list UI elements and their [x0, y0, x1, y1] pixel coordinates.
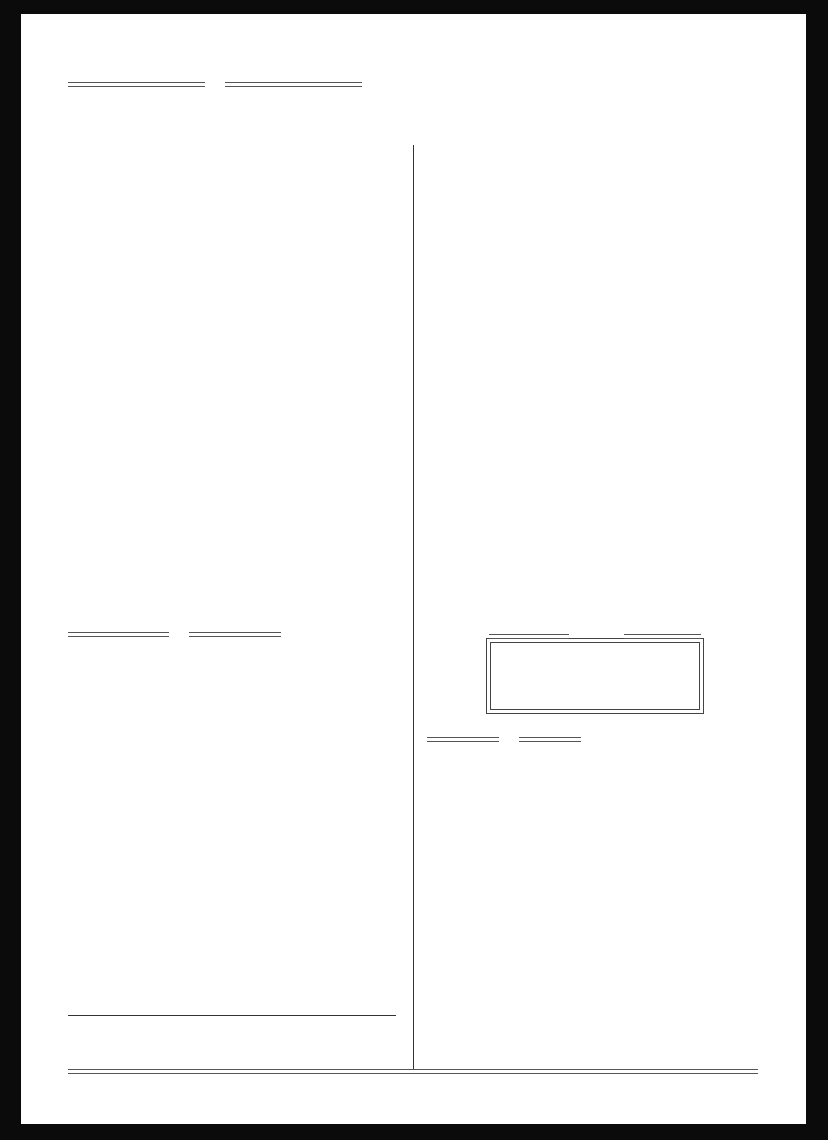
footer-rule	[68, 1069, 758, 1074]
heading-rule	[519, 737, 581, 742]
add-label-rule-right	[624, 634, 701, 639]
snacks-heading	[427, 737, 761, 742]
crepes-heading	[68, 82, 761, 87]
heading-rule	[189, 632, 281, 637]
menu-page	[21, 14, 806, 1124]
add-label-rule-left	[489, 634, 569, 639]
heading-rule	[225, 82, 362, 87]
add-extras-box	[486, 638, 704, 714]
toasties-heading	[68, 632, 396, 637]
heading-rule	[68, 632, 169, 637]
add-extras-inner-border	[490, 642, 700, 710]
column-divider	[413, 145, 414, 1070]
heading-rule	[427, 737, 499, 742]
heading-rule	[68, 82, 205, 87]
toasties-bottom-rule	[68, 1015, 396, 1016]
